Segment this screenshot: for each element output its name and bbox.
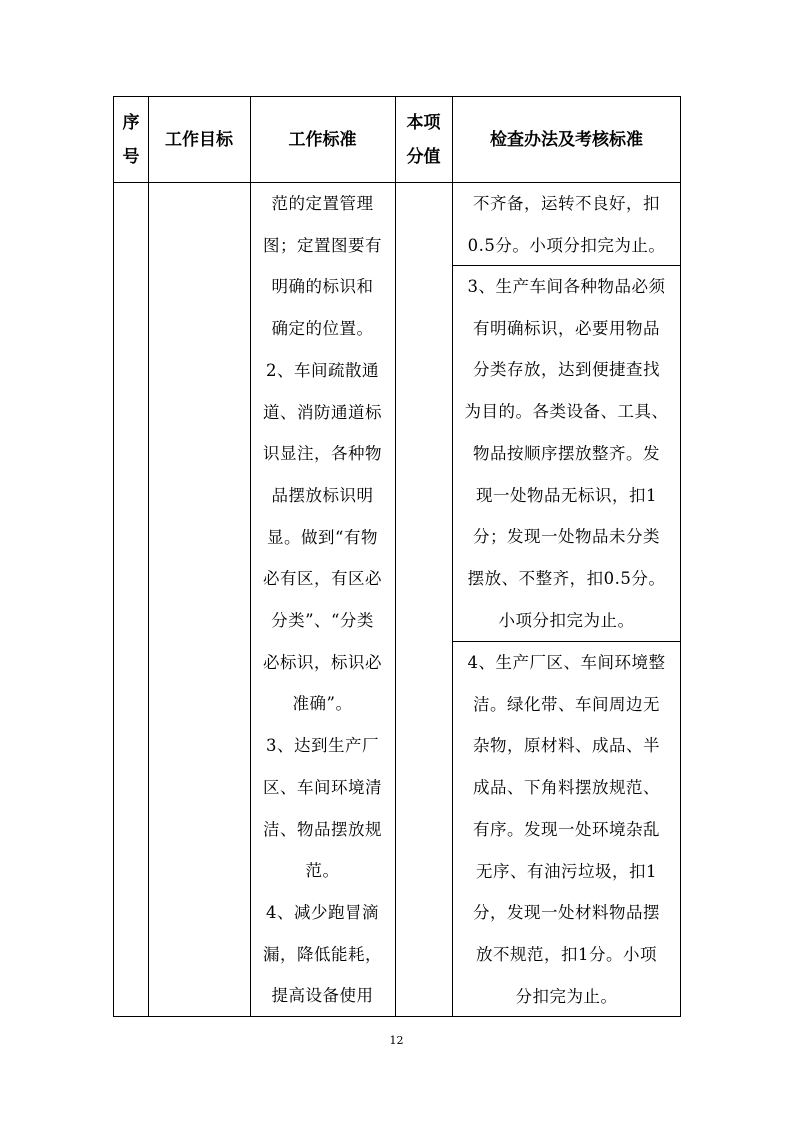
standard-line: 范的定置管理 [271, 194, 374, 213]
method-line: 摆放、不整齐，扣0.5分。 [467, 568, 666, 588]
method-line: 杂物，原材料、成品、半 [473, 736, 660, 756]
standard-line: 道、消防通道标 [263, 402, 382, 422]
standard-line: 范。 [305, 861, 340, 881]
header-method [452, 97, 681, 182]
header-standard-label: 工作标准 [288, 129, 357, 150]
standard-line: 4、减少跑冒滴 [266, 902, 379, 922]
standard-line: 2、车间疏散通 [266, 360, 379, 380]
method-cell-1 [452, 183, 681, 266]
standard-line: 分类”、“分类 [271, 611, 374, 631]
page-number: 12 [389, 1034, 404, 1047]
standard-line: 确定的位置。 [271, 319, 374, 339]
method-line: 现一处物品无标识，扣1 [476, 485, 657, 505]
method-line: 小项分扣完为止。 [498, 610, 635, 630]
standard-line: 品摆放标识明 [271, 485, 374, 505]
method-line: 有序。发现一处环境杂乱 [473, 819, 660, 839]
method-cell-2 [452, 266, 681, 641]
method-line: 分扣完为止。 [515, 986, 618, 1006]
standard-line: 识显注，各种物 [263, 444, 382, 464]
header-standard [250, 97, 395, 182]
standard-line: 准确”。 [292, 694, 353, 714]
standard-line: 漏，降低能耗， [263, 944, 382, 964]
standard-line: 3、达到生产厂 [266, 736, 379, 756]
header-score [395, 97, 452, 182]
method-line: 放不规范，扣1分。小项 [476, 944, 657, 964]
header-seq [114, 97, 148, 182]
method-line: 无序、有油污垃圾，扣1 [476, 861, 657, 881]
header-score-line: 本项 [406, 112, 441, 133]
header-seq-line: 号 [122, 146, 140, 167]
header-score-line: 分值 [406, 146, 441, 167]
header-goal [148, 97, 250, 182]
standard-line: 必标识，标识必 [263, 652, 382, 672]
standard-line: 洁、物品摆放规 [263, 819, 382, 839]
method-line: 0.5分。小项分扣完为止。 [467, 235, 666, 255]
method-line: 成品、下角料摆放规范、 [473, 778, 660, 798]
col-divider [148, 97, 149, 1016]
header-seq-line: 序 [122, 112, 140, 133]
header-goal-label: 工作目标 [165, 129, 233, 150]
method-line: 4、生产厂区、车间环境整 [467, 653, 666, 672]
work-standard-cell [250, 183, 395, 1017]
col-divider [395, 97, 396, 1016]
method-line: 洁。绿化带、车间周边无 [473, 694, 660, 714]
header-method-label: 检查办法及考核标准 [490, 129, 643, 150]
standard-line: 图；定置图要有 [263, 235, 382, 255]
standard-line: 明确的标识和 [271, 277, 374, 297]
standard-line: 显。做到“有物 [267, 527, 378, 547]
method-line: 3、生产车间各种物品必须 [467, 277, 666, 296]
method-line: 有明确标识，必要用物品 [473, 318, 660, 338]
method-cell-3 [452, 642, 681, 1017]
method-line: 物品按顺序摆放整齐。发 [473, 443, 660, 463]
method-line: 分；发现一处物品未分类 [473, 527, 660, 547]
method-line: 分，发现一处材料物品摆 [473, 903, 660, 923]
method-line: 不齐备，运转不良好，扣 [473, 194, 660, 213]
standard-line: 提高设备使用 [271, 986, 374, 1006]
standard-line: 区、车间环境清 [263, 777, 382, 797]
method-line: 分类存放，达到便捷查找 [473, 360, 660, 380]
assessment-table [113, 96, 681, 1017]
method-line: 为目的。各类设备、工具、 [464, 402, 669, 422]
standard-line: 必有区，有区必 [263, 569, 382, 589]
